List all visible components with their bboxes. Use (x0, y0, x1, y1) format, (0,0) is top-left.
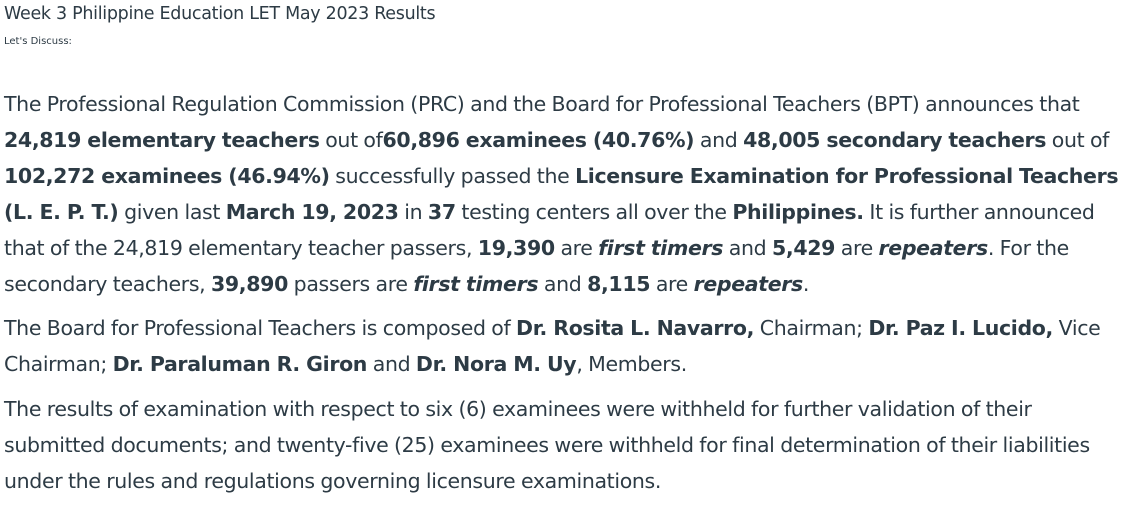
emphasis-text: first timers (413, 272, 539, 296)
emphasis-text: 48,005 secondary teachers (743, 128, 1047, 152)
body-text-segment: Vice Chairman; (4, 316, 1101, 376)
bold-text (879, 236, 988, 260)
emphasis-text: 39,890 (210, 272, 288, 296)
bold-text (694, 272, 803, 296)
paragraph-withheld (4, 391, 1135, 499)
body-text-segment: testing centers all over the (455, 200, 733, 224)
emphasis-text: 102,272 examinees (46.94%) (4, 164, 330, 188)
emphasis-text: Dr. Paraluman R. Giron (112, 352, 368, 376)
emphasis-text: Licensure Examination for Professional Teachers (L. E. P. T.) (4, 164, 1119, 224)
emphasis-text: 5,429 (772, 236, 836, 260)
body-text-segment: The Professional Regulation Commission (PRC) and the Board for Professional Teachers (BPT) announces that (4, 92, 1080, 116)
emphasis-text: 37 (427, 200, 456, 224)
body-text-segment: and (367, 352, 416, 376)
emphasis-text: 60,896 examinees (40.76%) (382, 128, 695, 152)
body-text-segment: The results of examination with respect to six (6) examinees were withheld for further validation of their submitted documents; and twenty-five (25) examinees were withheld for final determination of their liabilities under the rules and regulations governing licensure examinations. (4, 397, 1090, 493)
body-text-segment: and (694, 128, 744, 152)
body-text-segment: are (835, 236, 879, 260)
body-text-segment: passers are (288, 272, 414, 296)
paragraph-board (4, 310, 1135, 382)
emphasis-text: 19,390 (477, 236, 555, 260)
emphasis-text: Dr. Rosita L. Navarro, (516, 316, 755, 340)
bold-text (413, 272, 538, 296)
body-text-segment: out of (1046, 128, 1110, 152)
emphasis-text: March 19, 2023 (225, 200, 399, 224)
emphasis-text: repeaters (693, 272, 803, 296)
body-text-segment: are (554, 236, 599, 260)
emphasis-text: Philippines. (732, 200, 864, 224)
emphasis-text: first timers (598, 236, 724, 260)
body-text-segment: successfully passed the (329, 164, 576, 188)
body-text-segment: and (538, 272, 588, 296)
bold-text (598, 236, 723, 260)
emphasis-text: 24,819 elementary teachers (4, 128, 320, 152)
page-title: Week 3 Philippine Education LET May 2023 Results (4, 4, 436, 24)
body-text-segment: . For the secondary teachers, (4, 236, 1069, 296)
body-text-segment: . (802, 272, 810, 296)
emphasis-text: 8,115 (587, 272, 651, 296)
body-text-segment: are (650, 272, 694, 296)
body-text-segment: , Members. (576, 352, 687, 376)
emphasis-text: repeaters (878, 236, 988, 260)
emphasis-text: Dr. Nora M. Uy (415, 352, 577, 376)
body-text-segment: Chairman; (754, 316, 869, 340)
body-text-segment: out of (319, 128, 383, 152)
paragraph-results (4, 86, 1135, 302)
emphasis-text: Dr. Paz I. Lucido, (868, 316, 1053, 340)
subtitle: Let's Discuss: (4, 36, 72, 47)
body-text-segment: The Board for Professional Teachers is composed of (4, 316, 517, 340)
body-text-segment: in (398, 200, 428, 224)
body-text-segment: given last (118, 200, 226, 224)
body-text-segment: It is further announced that of the 24,819 elementary teacher passers, (4, 200, 1095, 260)
body-text-segment: and (723, 236, 772, 260)
